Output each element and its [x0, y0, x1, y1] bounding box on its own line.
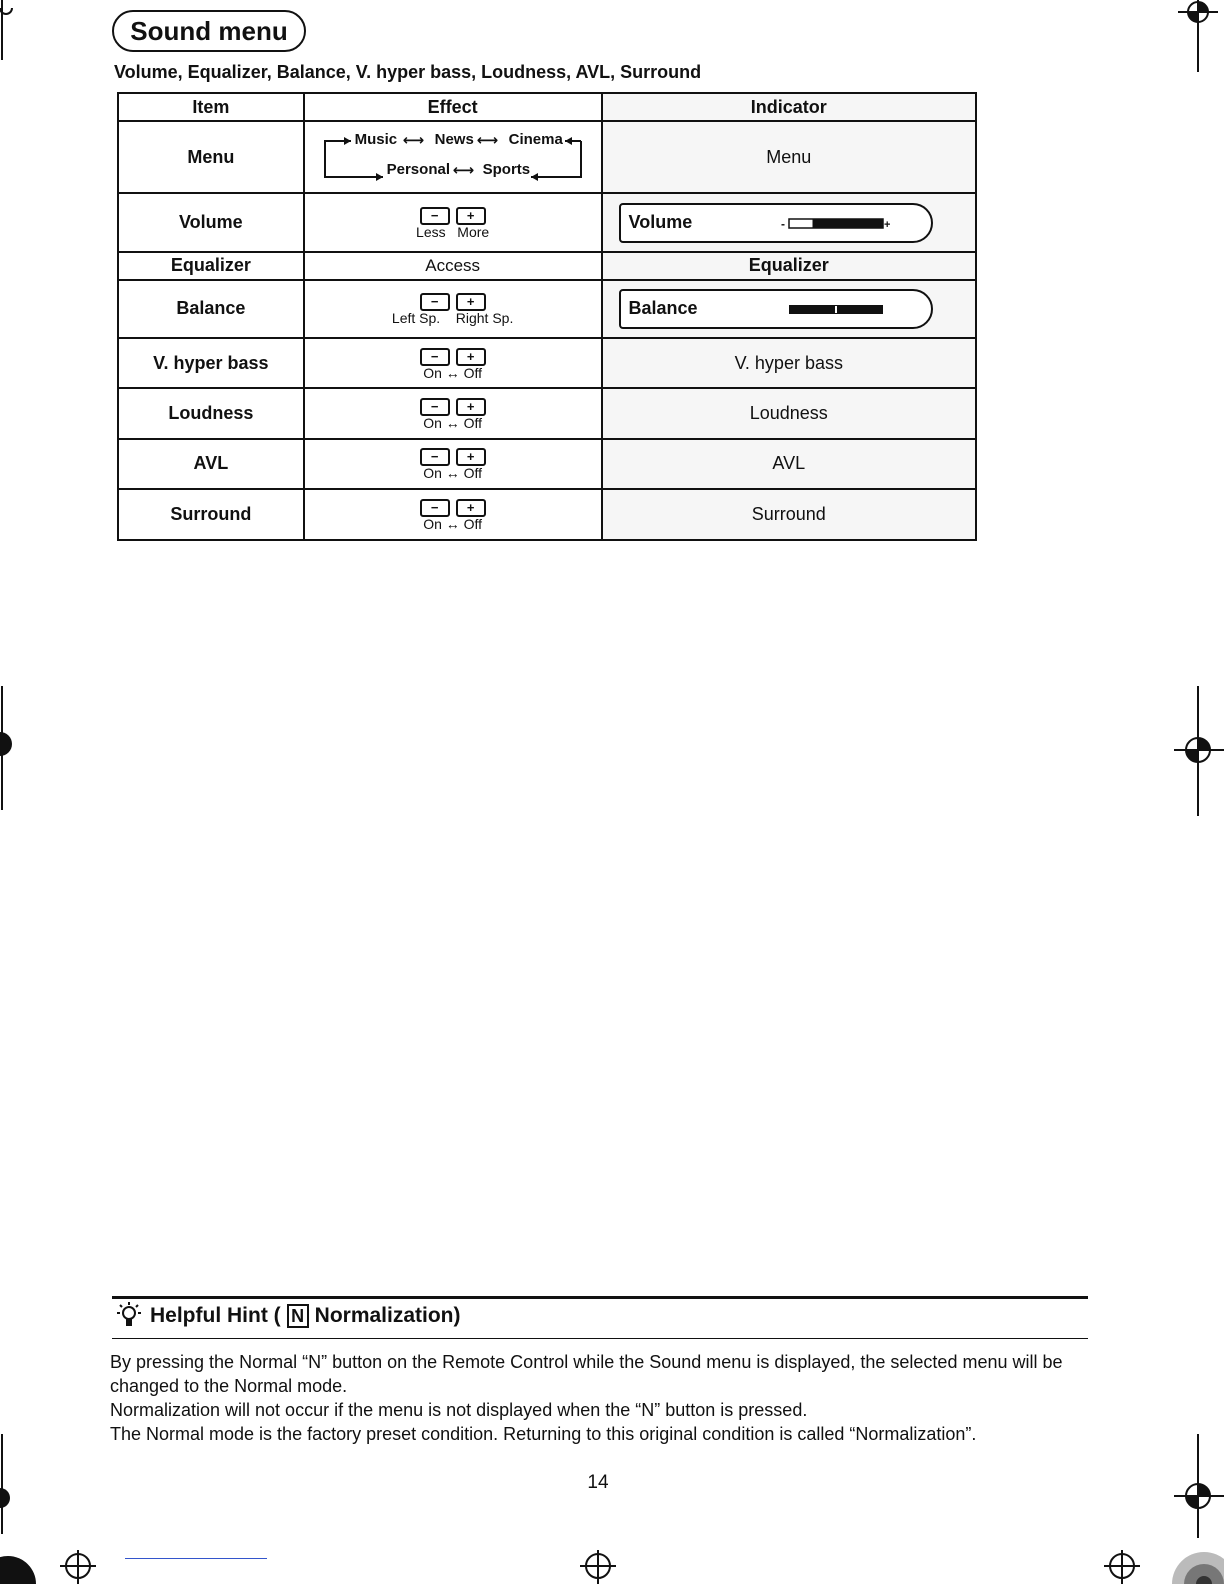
- effect-v-hyper-bass: [304, 338, 602, 388]
- effect-volume: [304, 193, 602, 251]
- arrow-icon: ⟷: [476, 132, 499, 150]
- table-row-loudness: [118, 388, 976, 438]
- toggle-buttons: [420, 398, 486, 416]
- hint-line: The Normal mode is the factory preset condition. Returning to this original condition is called “Normalization”.: [110, 1424, 977, 1444]
- registration-mark-top-right: [1172, 0, 1224, 72]
- indicator-menu: Menu: [602, 121, 976, 193]
- hint-line: By pressing the Normal “N” button on the Remote Control while the Sound menu is displayed, the selected menu will be changed to the Normal mode.: [110, 1352, 1063, 1396]
- cycle-news: News: [434, 131, 474, 149]
- registration-mark-bottom-right: [1170, 1434, 1224, 1538]
- effect-equalizer: Access: [304, 252, 602, 280]
- cycle-music: Music: [354, 131, 398, 149]
- hint-body: [110, 1350, 1100, 1446]
- item-menu: Menu: [118, 121, 304, 193]
- table-row-avl: [118, 439, 976, 489]
- indicator-loudness: Loudness: [602, 388, 976, 438]
- effect-loudness: [304, 388, 602, 438]
- toggle-buttons: [420, 348, 486, 366]
- hint-title-suffix: Normalization): [314, 1304, 461, 1327]
- subtitle: Volume, Equalizer, Balance, V. hyper bass, Loudness, AVL, Surround: [114, 62, 702, 82]
- plus-button-icon: +: [456, 448, 486, 466]
- hint-title: [114, 1302, 461, 1330]
- item-equalizer: Equalizer: [118, 252, 304, 280]
- sunburst-corner-right: [1164, 1536, 1224, 1584]
- lightbulb-icon: [114, 1302, 144, 1330]
- minus-button-icon: −: [420, 448, 450, 466]
- table-row-menu: [118, 121, 976, 193]
- volume-bar: [781, 217, 891, 229]
- hint-title-prefix: Helpful Hint (: [150, 1304, 281, 1327]
- balance-osd-label: Balance: [628, 298, 698, 319]
- effect-balance: [304, 280, 602, 338]
- toggle-buttons: [420, 499, 486, 517]
- volume-osd-label: Volume: [628, 212, 693, 233]
- header-indicator: Indicator: [602, 93, 976, 121]
- table-row-volume: [118, 193, 976, 251]
- label-left-sp: Left Sp.: [391, 310, 441, 327]
- registration-mark-mid-left: [0, 686, 20, 810]
- indicator-surround: Surround: [602, 489, 976, 540]
- item-loudness: Loudness: [118, 388, 304, 438]
- cycle-sports: Sports: [482, 161, 531, 179]
- hint-line: Normalization will not occur if the menu is not displayed when the “N” button is pressed.: [110, 1400, 808, 1420]
- plus-button-icon: +: [456, 398, 486, 416]
- hint-bottom-rule: [112, 1338, 1088, 1339]
- item-volume: Volume: [118, 193, 304, 251]
- label-more: More: [457, 224, 490, 241]
- n-key-icon: N: [287, 1304, 309, 1328]
- plus-button-icon: +: [456, 348, 486, 366]
- table-row-balance: [118, 280, 976, 338]
- plus-button-icon: +: [456, 293, 486, 311]
- registration-mark-bottom-left: [0, 1434, 20, 1534]
- registration-mark-bottom-right-cross: [1102, 1550, 1142, 1584]
- arrow-icon: ⟷: [402, 132, 425, 150]
- effect-surround: [304, 489, 602, 540]
- header-effect: Effect: [304, 93, 602, 121]
- plus-button-icon: +: [456, 207, 486, 225]
- page-title: Sound menu: [112, 10, 306, 52]
- balance-buttons: [420, 293, 486, 311]
- item-balance: Balance: [118, 280, 304, 338]
- minus-button-icon: −: [420, 348, 450, 366]
- arrow-icon: ⟷: [452, 162, 475, 180]
- page-number: 14: [587, 1472, 609, 1493]
- item-avl: AVL: [118, 439, 304, 489]
- table-header-row: [118, 93, 976, 121]
- balance-bar: [781, 303, 891, 315]
- table-row-surround: [118, 489, 976, 540]
- indicator-avl: AVL: [602, 439, 976, 489]
- effect-avl: [304, 439, 602, 489]
- balance-bar-marker: [835, 306, 837, 313]
- registration-mark-mid-right: [1170, 686, 1224, 816]
- effect-menu-cycle: [304, 121, 602, 193]
- color-bar-corner-left: [0, 1548, 36, 1584]
- volume-buttons: [420, 207, 486, 225]
- item-v-hyper-bass: V. hyper bass: [118, 338, 304, 388]
- hint-top-rule: [112, 1296, 1088, 1299]
- minus-button-icon: −: [420, 207, 450, 225]
- item-surround: Surround: [118, 489, 304, 540]
- indicator-equalizer: Equalizer: [602, 252, 976, 280]
- label-right-sp: Right Sp.: [455, 310, 514, 327]
- table-row-equalizer: [118, 252, 976, 280]
- toggle-buttons: [420, 448, 486, 466]
- minus-button-icon: −: [420, 499, 450, 517]
- indicator-v-hyper-bass: V. hyper bass: [602, 338, 976, 388]
- registration-mark-bottom-center: [578, 1550, 618, 1584]
- balance-osd: [619, 289, 933, 329]
- toggle-label: On ↔ Off: [423, 465, 483, 482]
- registration-mark-bottom-left-cross: [58, 1550, 98, 1584]
- minus-button-icon: −: [420, 293, 450, 311]
- volume-osd: [619, 203, 933, 243]
- toggle-label: On ↔ Off: [423, 414, 483, 431]
- volume-labels: [305, 225, 601, 240]
- svg-text:+: +: [883, 218, 890, 229]
- header-item: Item: [118, 93, 304, 121]
- blue-rule: [125, 1558, 267, 1559]
- indicator-volume-cell: [602, 193, 976, 251]
- indicator-balance-cell: [602, 280, 976, 338]
- svg-text:-: -: [780, 216, 785, 229]
- toggle-label: On ↔ Off: [423, 515, 483, 532]
- toggle-label: On ↔ Off: [423, 364, 483, 381]
- table-row-v-hyper-bass: [118, 338, 976, 388]
- label-less: Less: [416, 224, 446, 241]
- menu-cycle-diagram: [313, 129, 593, 185]
- minus-button-icon: −: [420, 398, 450, 416]
- sound-menu-table: [117, 92, 977, 541]
- cycle-personal: Personal: [386, 161, 450, 179]
- volume-bar-fill: [812, 219, 883, 228]
- balance-labels: [305, 311, 601, 326]
- cycle-cinema: Cinema: [508, 131, 563, 149]
- plus-button-icon: +: [456, 499, 486, 517]
- registration-mark-top-left: [0, 0, 20, 60]
